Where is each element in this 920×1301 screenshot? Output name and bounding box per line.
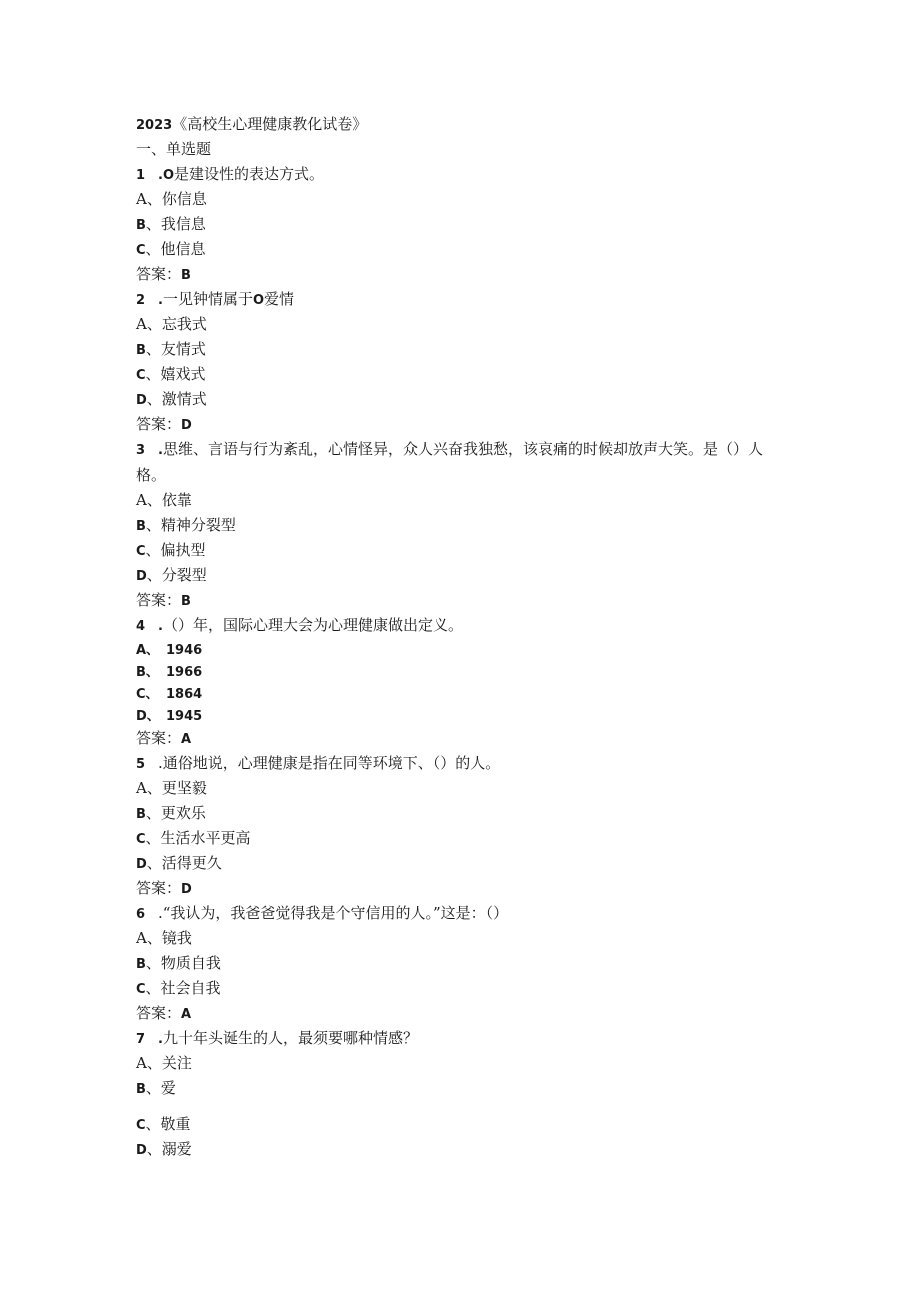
question-6-option-b: B、物质自我 (136, 954, 221, 972)
question-5-option-a: A、更坚毅 (136, 779, 207, 797)
question-7-option-b: B、爱 (136, 1079, 176, 1097)
question-1-option-b: B、我信息 (136, 215, 206, 233)
question-5-stem: 5 .通俗地说，心理健康是指在同等环境下、（）的人。 (136, 754, 501, 772)
question-7-option-c: C、敬重 (136, 1115, 191, 1133)
document-body (136, 112, 786, 1162)
question-3-option-d: D、分裂型 (136, 566, 207, 584)
question-7-option-a: A、关注 (136, 1054, 192, 1072)
section-heading: 一、单选题 (136, 140, 212, 158)
question-2-option-c: C、嬉戏式 (136, 365, 206, 383)
question-3-option-a: A、依靠 (136, 491, 192, 509)
question-3-stem: 3 .思维、言语与行为紊乱，心情怪异，众人兴奋我独愁，该哀痛的时候却放声大笑。是（）人格。 (136, 440, 763, 484)
title-text: 《高校生心理健康教化试卷》 (172, 115, 368, 133)
question-1-stem: 1 .O是建设性的表达方式。 (136, 165, 325, 183)
question-4-stem: 4 .（）年，国际心理大会为心理健康做出定义。 (136, 616, 463, 634)
question-2-option-b: B、友情式 (136, 340, 206, 358)
question-5-option-d: D、活得更久 (136, 854, 222, 872)
question-5-answer: 答案：D (136, 879, 192, 897)
question-6-stem: 6 .“我认为，我爸爸觉得我是个守信用的人。”这是：（） (136, 904, 509, 922)
question-2-answer: 答案：D (136, 415, 192, 433)
document-title (136, 112, 786, 137)
question-2-option-d: D、激情式 (136, 390, 207, 408)
question-5-option-c: C、生活水平更高 (136, 829, 251, 847)
question-3-answer: 答案：B (136, 591, 191, 609)
question-4-option-a: A、 1946 (136, 643, 203, 658)
spacer (136, 1101, 786, 1112)
question-4-option-b: B、 1966 (136, 665, 203, 680)
question-2-stem: 2 .一见钟情属于O爱情 (136, 290, 295, 308)
question-3-option-c: C、偏执型 (136, 541, 206, 559)
question-5-option-b: B、更欢乐 (136, 804, 206, 822)
question-4-option-d: D、 1945 (136, 709, 203, 724)
question-6-option-a: A、镜我 (136, 929, 192, 947)
question-6-option-c: C、社会自我 (136, 979, 221, 997)
question-1-option-a: A、你信息 (136, 190, 207, 208)
question-7-stem: 7 .九十年头诞生的人，最须要哪种情感？ (136, 1029, 418, 1047)
title-year: 2023 (136, 118, 173, 133)
question-3-option-b: B、精神分裂型 (136, 516, 236, 534)
question-6-answer: 答案：A (136, 1004, 192, 1022)
question-4-option-c: C、 1864 (136, 687, 203, 702)
question-1-answer: 答案：B (136, 265, 191, 283)
question-2-option-a: A、忘我式 (136, 315, 207, 333)
question-4-answer: 答案：A (136, 729, 192, 747)
question-1-option-c: C、他信息 (136, 240, 206, 258)
question-7-option-d: D、溺爱 (136, 1140, 192, 1158)
